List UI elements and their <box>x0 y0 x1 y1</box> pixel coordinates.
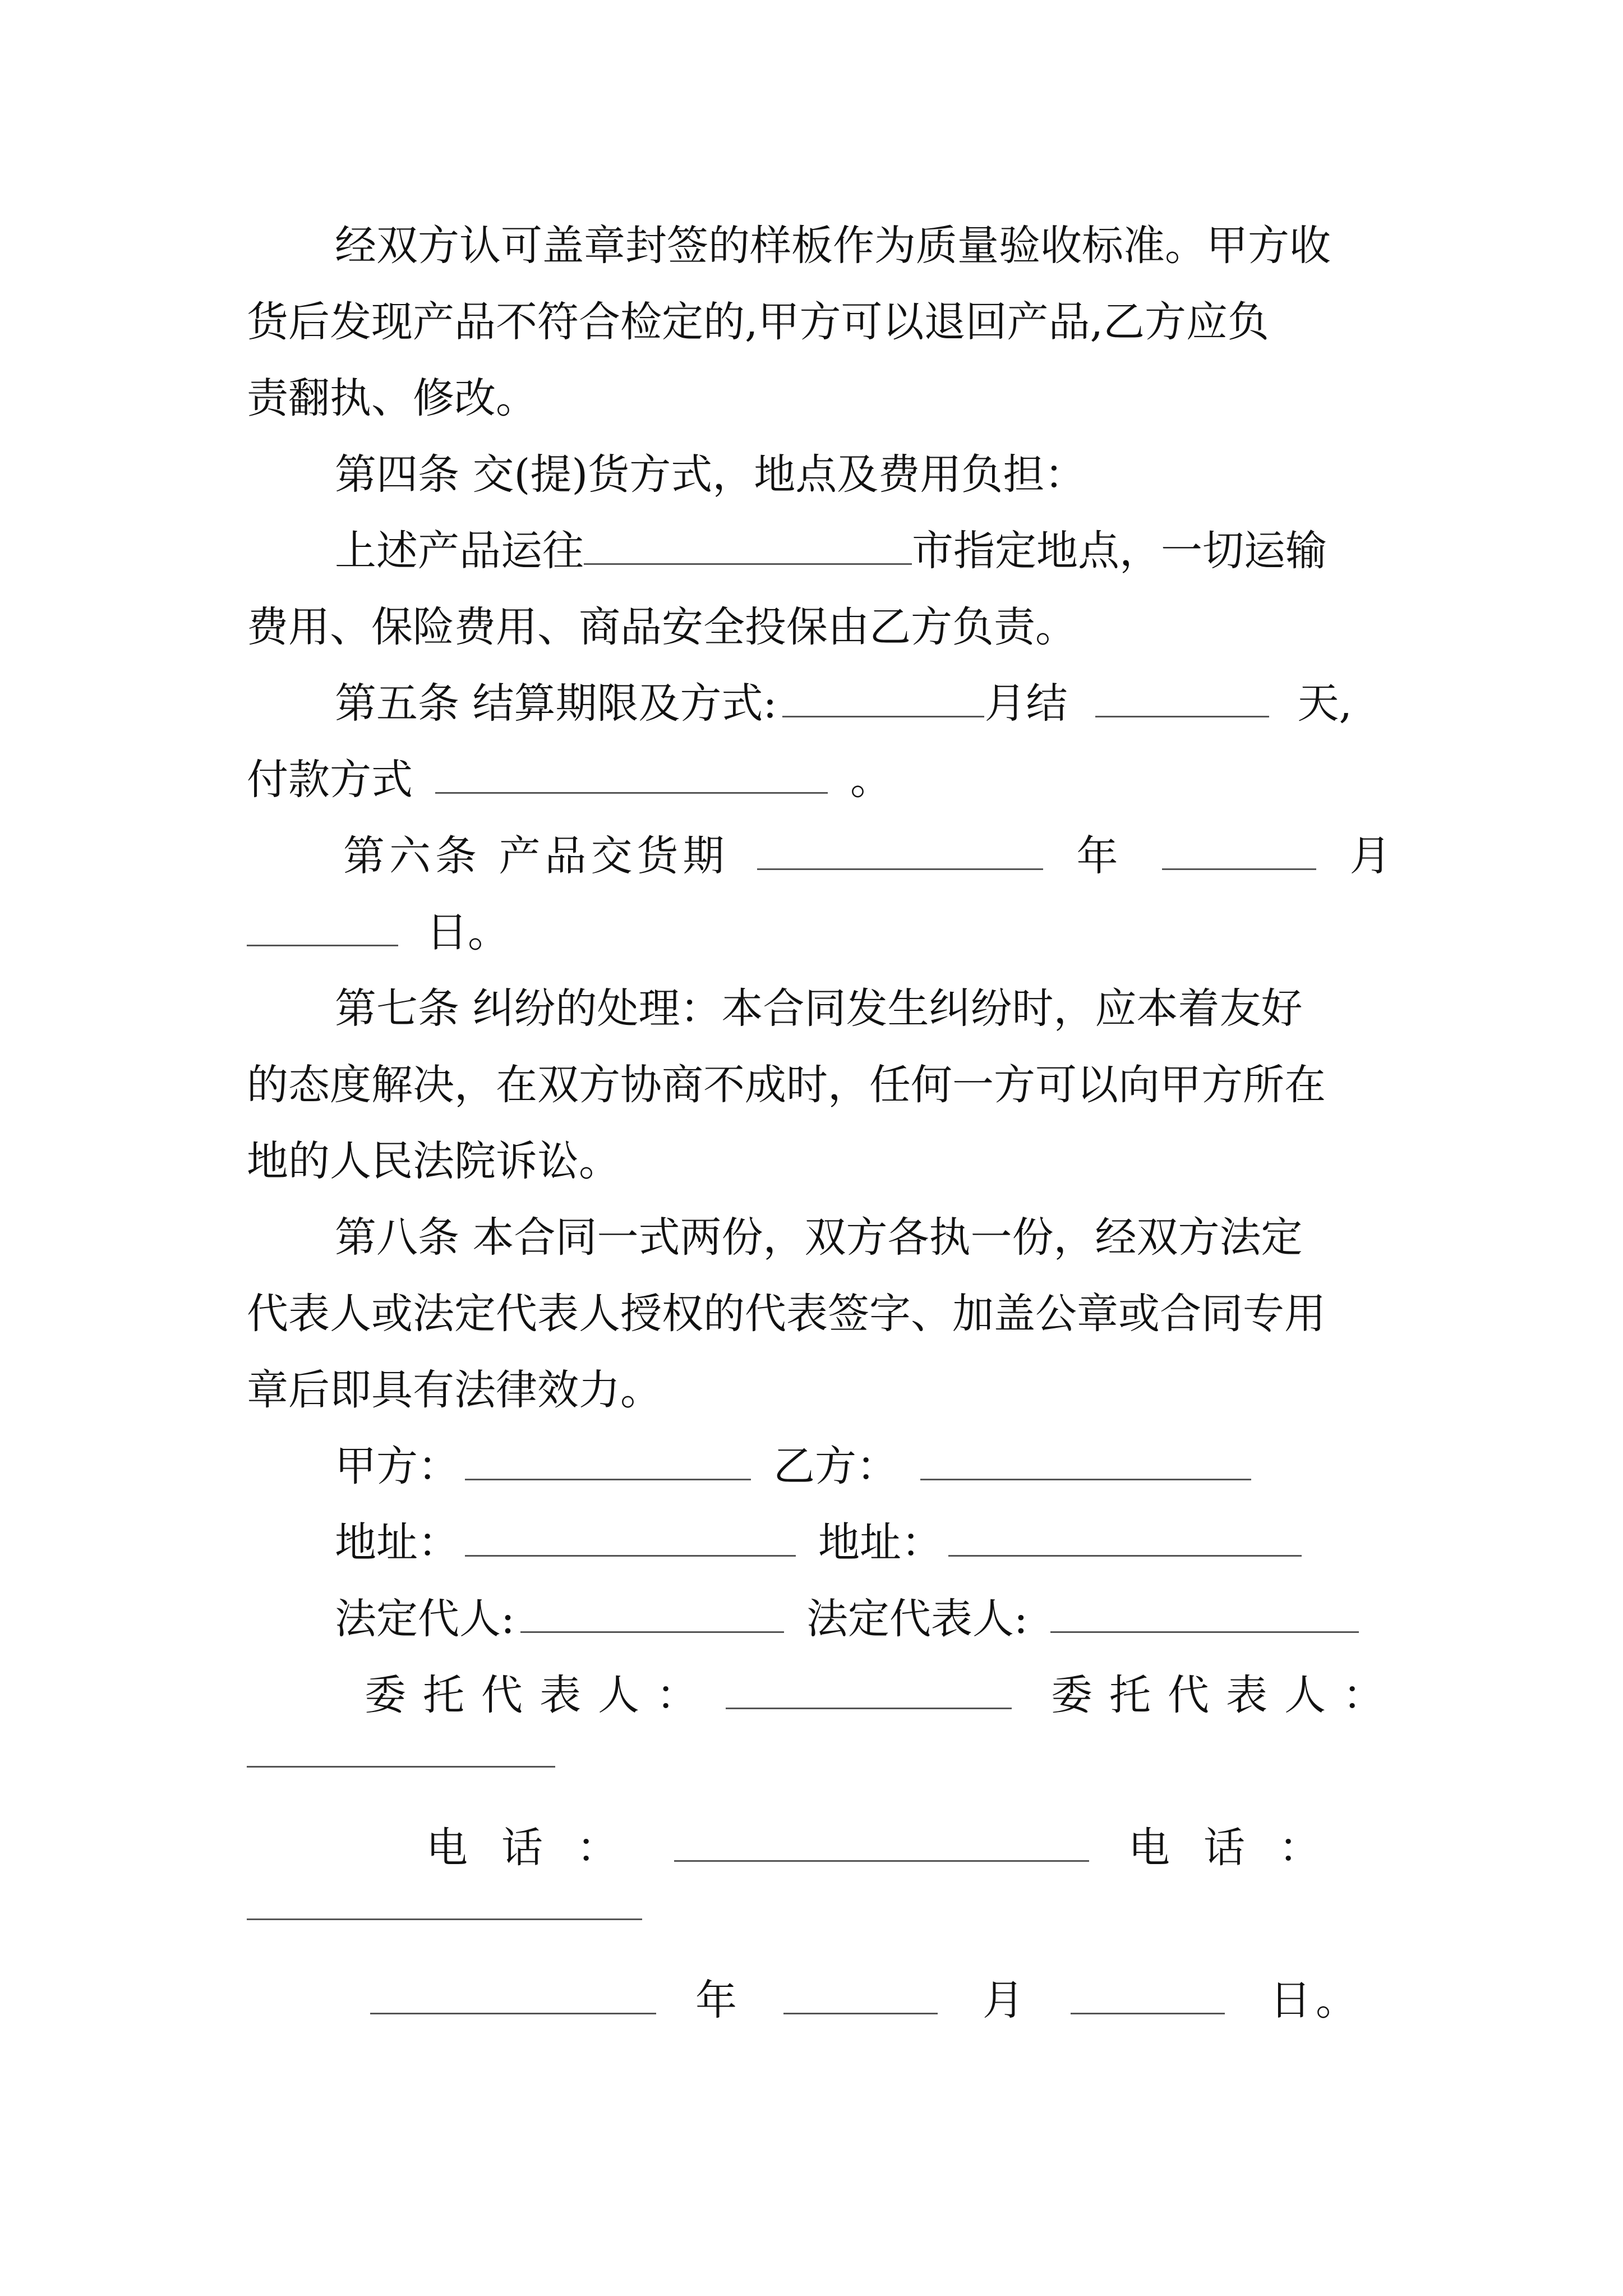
sign-year-blank[interactable] <box>370 1977 656 2014</box>
phone-a-blank[interactable] <box>674 1824 1089 1862</box>
article-5-line-2 <box>247 754 1385 806</box>
article-8-line-1 <box>335 1212 1473 1263</box>
month-label: 月 <box>983 1976 1029 2024</box>
text: 责翻执、修改。 <box>247 374 537 422</box>
text: 天, <box>1297 679 1352 728</box>
article-8-line-2 <box>247 1288 1385 1340</box>
article-7-line-2 <box>247 1059 1385 1111</box>
address-b-blank[interactable] <box>948 1519 1302 1557</box>
text: 月结 <box>984 679 1068 728</box>
phone-a-label: 电话： <box>426 1824 652 1872</box>
delivery-year-blank[interactable] <box>757 832 1043 870</box>
phone-b-label: 电话： <box>1128 1824 1354 1872</box>
text: 货后发现产品不符合检定的,甲方可以退回产品,乙方应负 <box>247 298 1270 346</box>
text: 付款方式 <box>247 756 413 804</box>
article-8-line-3 <box>247 1364 1385 1416</box>
paragraph-line <box>335 220 1385 272</box>
text: 经双方认可盖章封签的样板作为质量验收标准。甲方收 <box>335 222 1331 270</box>
settlement-period-blank[interactable] <box>782 680 984 717</box>
party-a-label: 甲方： <box>335 1442 459 1490</box>
sign-day-blank[interactable] <box>1071 1977 1225 2014</box>
text: 第六条 产品交货期 <box>343 832 729 880</box>
article-7-line-3 <box>247 1135 1385 1187</box>
payment-method-blank[interactable] <box>435 756 828 794</box>
settlement-days-blank[interactable] <box>1095 680 1269 717</box>
date-row <box>370 1975 1509 2026</box>
text: 年 <box>1076 832 1123 880</box>
text: 章后即具有法律效力。 <box>247 1366 662 1414</box>
text: 月 <box>1349 832 1396 880</box>
legal-rep-a-blank[interactable] <box>520 1595 784 1633</box>
text: 第七条 纠纷的处理：本合同发生纠纷时，应本着友好 <box>335 984 1303 1033</box>
delivery-month-blank[interactable] <box>1162 832 1316 870</box>
paragraph-line <box>247 372 1385 424</box>
phone-row <box>426 1822 1565 1874</box>
phone-b-blank[interactable] <box>247 1918 642 1920</box>
address-row <box>335 1517 1473 1568</box>
legal-rep-b-blank[interactable] <box>1050 1595 1359 1633</box>
text: 日。 <box>426 908 509 956</box>
text: 第五条 结算期限及方式: <box>335 679 777 728</box>
text: 第四条 交(提)货方式，地点及费用负担： <box>335 450 1086 499</box>
legal-rep-row <box>335 1593 1473 1645</box>
party-b-label: 乙方： <box>773 1442 898 1490</box>
address-a-label: 地址： <box>335 1519 459 1567</box>
legal-rep-b-label: 法定代表人: <box>806 1595 1028 1643</box>
legal-rep-a-label: 法定代人: <box>335 1595 515 1643</box>
sign-month-blank[interactable] <box>783 1977 938 2014</box>
text: 上述产品运往 <box>335 527 584 575</box>
text: 代表人或法定代表人授权的代表签字、加盖公章或合同专用 <box>247 1290 1326 1338</box>
text: 市指定地点，一切运输 <box>912 527 1327 575</box>
agent-a-blank[interactable] <box>726 1672 1012 1709</box>
year-label: 年 <box>695 1976 741 2024</box>
text: 地的人民法院诉讼。 <box>247 1137 620 1185</box>
paragraph-line <box>247 296 1385 348</box>
text: 的态度解决，在双方协商不成时，任何一方可以向甲方所在 <box>247 1061 1326 1109</box>
article-4-line-1 <box>335 525 1385 577</box>
text: 第八条 本合同一式两份，双方各执一份，经双方法定 <box>335 1213 1303 1262</box>
article-5-line-1 <box>335 678 1385 729</box>
agent-b-label: 委托代表人： <box>1051 1671 1401 1719</box>
article-6-line-2 <box>247 907 1385 958</box>
article-6-line-1 <box>343 830 1396 882</box>
agent-a-label: 委托代表人： <box>365 1671 714 1719</box>
day-label: 日。 <box>1270 1976 1362 2024</box>
party-b-blank[interactable] <box>920 1443 1251 1480</box>
address-a-blank[interactable] <box>465 1519 796 1557</box>
party-row <box>335 1441 1473 1492</box>
article-4-line-2 <box>247 601 1385 653</box>
agent-row <box>365 1669 1503 1721</box>
text: 。 <box>850 756 892 804</box>
text: 费用、保险费用、商品安全投保由乙方负责。 <box>247 603 1077 651</box>
agent-b-blank[interactable] <box>247 1766 555 1768</box>
delivery-day-blank[interactable] <box>247 909 398 946</box>
article-4-title <box>335 449 1473 500</box>
party-a-blank[interactable] <box>465 1443 751 1480</box>
destination-city-blank[interactable] <box>584 527 912 565</box>
article-7-line-1 <box>335 983 1473 1034</box>
address-b-label: 地址： <box>818 1519 943 1567</box>
